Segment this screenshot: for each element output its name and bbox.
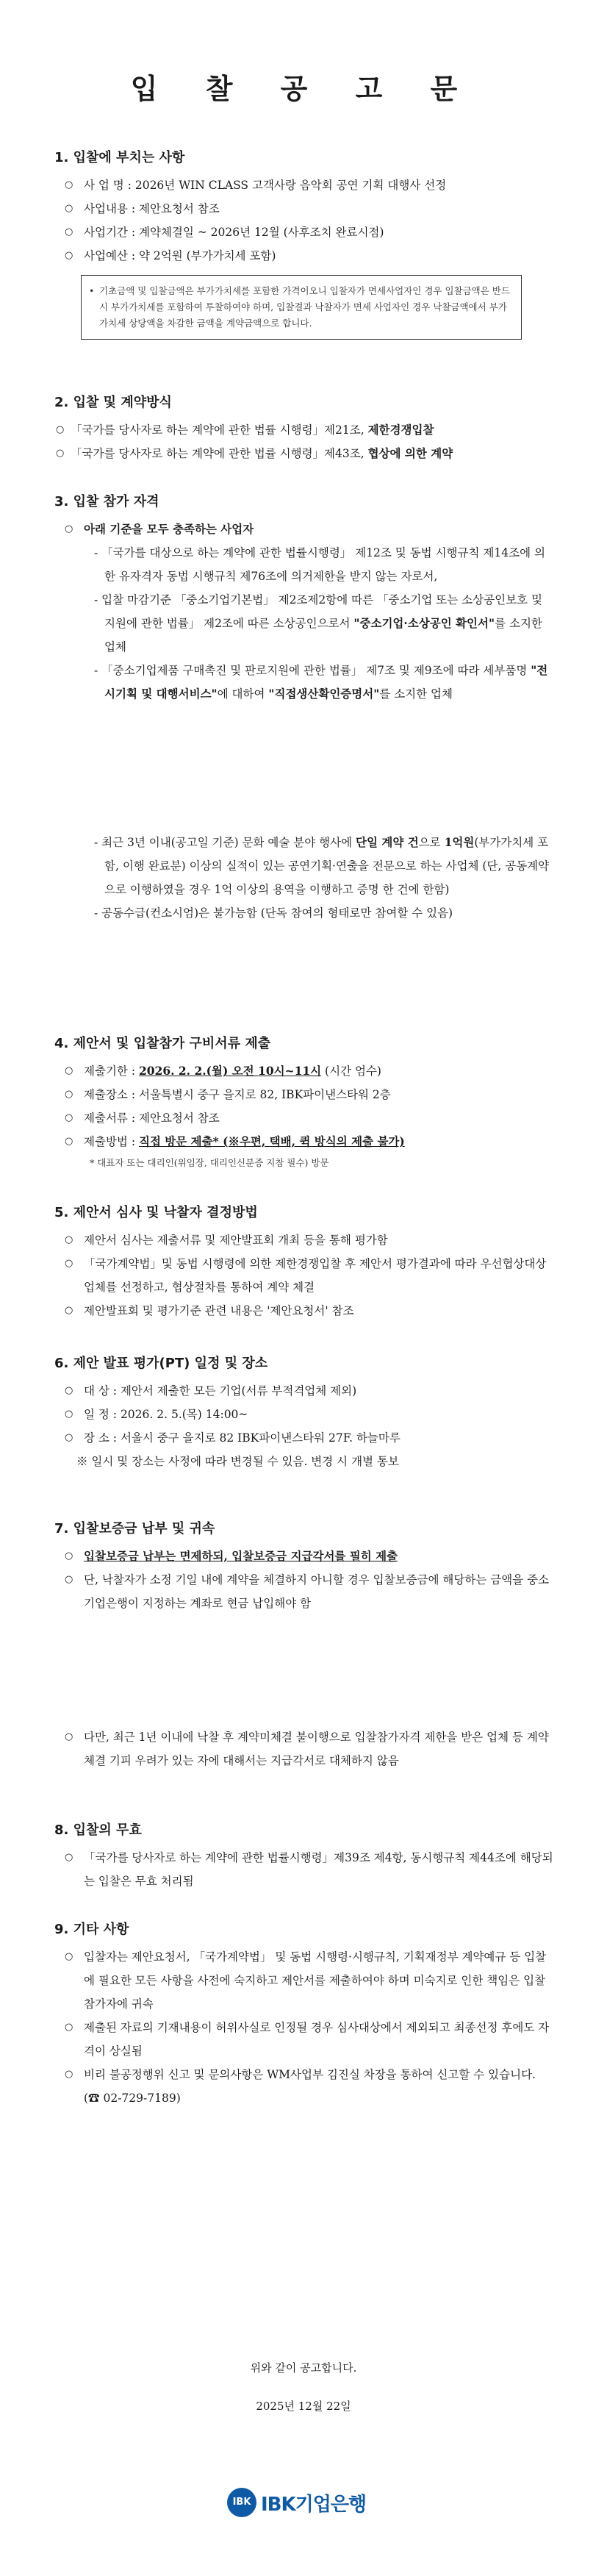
- list-item: ○ 단, 낙찰자가 소정 기일 내에 계약을 체결하지 아니할 경우 입찰보증금에 해당하는 금액을 중소기업은행이 지정하는 계좌로 현금 납입해야 함: [54, 1568, 554, 1615]
- list-item: ○ 사업예산 : 약 2억원 (부가가치세 포함): [54, 244, 554, 268]
- list-item: - 「국가를 대상으로 하는 계약에 관한 법률시행령」 제12조 및 동법 시행규칙 제14조에 의한 유자격자 동법 시행규칙 제76조에 의거제한을 받지 않는 자로서,: [94, 546, 545, 583]
- list-item: [54, 659, 554, 706]
- list-item: [54, 588, 554, 659]
- list-item: ○ 일 정 : 2026. 2. 5.(목) 14:00~: [54, 1403, 554, 1426]
- footnote: * 대표자 또는 대리인(위임장, 대리인신분증 지참 필수) 방문: [90, 1157, 329, 1168]
- ibk-logo-text: IBK기업은행: [261, 2494, 367, 2516]
- list-item: [54, 831, 554, 901]
- item-emphasis: 직접 방문 제출: [138, 1134, 213, 1148]
- list-item: ○ 입찰자는 제안요청서, 「국가계약법」 및 동법 시행령·시행규칙, 기획재정부 계약예규 등 입찰에 필요한 모든 사항을 사전에 숙지하고 제안서를 제출하여야 하며 미숙지로 인한 책임은 입찰참가자에 귀속: [54, 1945, 554, 2016]
- list-item: ○ 제출서류 : 제안요청서 참조: [54, 1106, 554, 1130]
- section-8: [54, 1820, 554, 1893]
- item-emphasis: 1억원: [444, 835, 475, 849]
- list-item: [54, 442, 554, 465]
- list-item: ○ 제출된 자료의 기재내용이 허위사실로 인정될 경우 심사대상에서 제외되고 최종선정 후에도 자격이 상실됨: [54, 2016, 554, 2063]
- closing-text: 위와 같이 공고합니다.: [250, 2361, 357, 2375]
- item-text: 「국가를 당사자로 하는 계약에 관한 법률 시행령」제21조,: [71, 423, 368, 437]
- item-text: 제출기한 :: [84, 1065, 139, 1078]
- list-item: [54, 1130, 554, 1153]
- item-text: 에 대하여: [217, 687, 269, 701]
- notice-date: 2025년 12월 22일: [256, 2400, 351, 2413]
- item-emphasis: * (※우편, 택배, 퀵 방식의 제출 불가): [212, 1134, 405, 1148]
- item-text: 를 소지한 업체: [379, 687, 453, 701]
- item-text: (부가가치세 포함, 이행 완료분) 이상의 실적이 있는 공연기획·연출을 전문으로 하는 사업체 (단, 공동계약으로 이행하였을 경우 1억 이상의 용역을 이행하고 증명 한 건에 한함): [104, 836, 550, 896]
- list-item: [54, 1059, 554, 1083]
- list-item: ○ 「국가계약법」및 동법 시행령에 의한 제한경쟁입찰 후 제안서 평가결과에 따라 우선협상대상 업체를 선정하고, 협상절차를 통하여 계약 체결: [54, 1252, 554, 1299]
- footnote: ※ 일시 및 장소는 사정에 따라 변경될 수 있음. 변경 시 개별 통보: [76, 1455, 399, 1468]
- list-item: - 공동수급(컨소시엄)은 불가능함 (단독 참여의 형태로만 참여할 수 있음): [94, 906, 453, 920]
- page-title: 입 찰 공 고 문: [130, 73, 477, 105]
- vat-notice-box: • 기초금액 및 입찰금액은 부가가치세를 포함한 가격이오니 입찰자가 면세사업자인 경우 입찰금액은 반드시 부가가치세를 포함하여 투찰하여야 하며, 입찰결과 낙찰자가 면세 사업자인 경우 낙찰금액에서 부가가치세 상당액을 차감한 금액을 계약금액으로 합니다.: [81, 275, 522, 340]
- section-7: [54, 1518, 554, 1772]
- section-2: [54, 392, 554, 465]
- list-item: ○ 사 업 명 : 2026년 WIN CLASS 고객사랑 음악회 공연 기획 대행사 선정: [54, 173, 554, 197]
- item-emphasis: 2026. 2. 2.(월) 오전 10시~11시: [138, 1064, 322, 1078]
- item-emphasis: 협상에 의한 계약: [367, 446, 453, 460]
- item-text: - 입찰 마감기준 「중소기업기본법」 제2조제2항에 따른 「중소기업 또는 소상공인보호 및 지원에 관한 법률」 제2조에 따른 소상공인으로서: [94, 593, 542, 630]
- list-item: ○ 다만, 최근 1년 이내에 낙찰 후 계약미체결 불이행으로 입찰참가자격 제한을 받은 업체 등 계약체결 기피 우려가 있는 자에 대해서는 지급각서로 대체하지 않음: [54, 1725, 554, 1772]
- section-6: [54, 1353, 554, 1473]
- item-text: - 최근 3년 이내(공고일 기준) 문화 예술 분야 행사에: [94, 836, 356, 849]
- ibk-logo-icon: IBK: [227, 2488, 256, 2517]
- item-emphasis: "중소기업·소상공인 확인서": [353, 616, 495, 630]
- section-heading: 5. 제안서 심사 및 낙찰자 결정방법: [54, 1205, 258, 1220]
- item-text: 를 소지한 업체: [104, 617, 542, 654]
- item-emphasis: "직접생산확인증명서": [268, 687, 380, 701]
- section-heading: 6. 제안 발표 평가(PT) 일정 및 장소: [54, 1356, 268, 1371]
- item-emphasis: "전시기획 및 대행서비스": [104, 663, 548, 701]
- section-heading: 1. 입찰에 부치는 사항: [54, 150, 185, 165]
- section-1: [54, 147, 554, 347]
- section-4: [54, 1033, 554, 1173]
- list-item: ○ 제안서 심사는 제출서류 및 제안발표회 개최 등을 통해 평가함: [54, 1228, 554, 1252]
- section-heading: 2. 입찰 및 계약방식: [54, 395, 172, 410]
- section-5: [54, 1202, 554, 1323]
- list-item: ○ 사업내용 : 제안요청서 참조: [54, 197, 554, 221]
- item-emphasis: 단일 계약 건: [356, 835, 419, 849]
- item-text: 「국가를 당사자로 하는 계약에 관한 법률 시행령」제43조,: [71, 447, 368, 460]
- sub-heading: ○ 아래 기준을 모두 충족하는 사업자: [54, 518, 554, 541]
- item-emphasis: 제한경쟁입찰: [367, 423, 434, 437]
- section-heading: 8. 입찰의 무효: [54, 1822, 142, 1838]
- section-heading: 3. 입찰 참가 자격: [54, 494, 159, 509]
- section-heading: 7. 입찰보증금 납부 및 귀속: [54, 1521, 215, 1536]
- section-heading: 4. 제안서 및 입찰참가 구비서류 제출: [54, 1036, 271, 1051]
- section-3: [54, 491, 554, 925]
- item-text: 으로: [418, 836, 445, 849]
- section-heading: 9. 기타 사항: [54, 1922, 129, 1937]
- list-item: ○ 제안발표회 및 평가기준 관련 내용은 '제안요청서' 참조: [54, 1299, 554, 1323]
- list-item: ○ 사업기간 : 계약체결일 ~ 2026년 12월 (사후조치 완료시점): [54, 221, 554, 244]
- list-item: ○ 「국가를 당사자로 하는 계약에 관한 법률시행령」제39조 제4항, 동시행규칙 제44조에 해당되는 입찰은 무효 처리됨: [54, 1846, 554, 1893]
- list-item: ○ 대 상 : 제안서 제출한 모든 기업(서류 부적격업체 제외): [54, 1379, 554, 1403]
- list-item: ○ 비리 불공정행위 신고 및 문의사항은 WM사업부 김진실 차장을 통하여 신고할 수 있습니다. (☎ 02-729-7189): [54, 2063, 554, 2110]
- ibk-logo: [227, 2485, 381, 2522]
- list-item: [54, 418, 554, 442]
- list-item: ○ 입찰보증금 납부는 면제하되, 입찰보증금 지급각서를 필히 제출: [54, 1545, 554, 1568]
- section-9: [54, 1919, 554, 2110]
- list-item: ○ 제출장소 : 서울특별시 중구 을지로 82, IBK파이낸스타워 2층: [54, 1083, 554, 1106]
- list-item: ○ 장 소 : 서울시 중구 을지로 82 IBK파이낸스타워 27F. 하늘마루: [54, 1426, 554, 1450]
- item-text: - 「중소기업제품 구매촉진 및 판로지원에 관한 법률」 제7조 및 제9조에 따라 세부품명: [94, 664, 531, 677]
- item-text: 제출방법 :: [84, 1135, 139, 1148]
- item-text: (시간 엄수): [321, 1065, 381, 1078]
